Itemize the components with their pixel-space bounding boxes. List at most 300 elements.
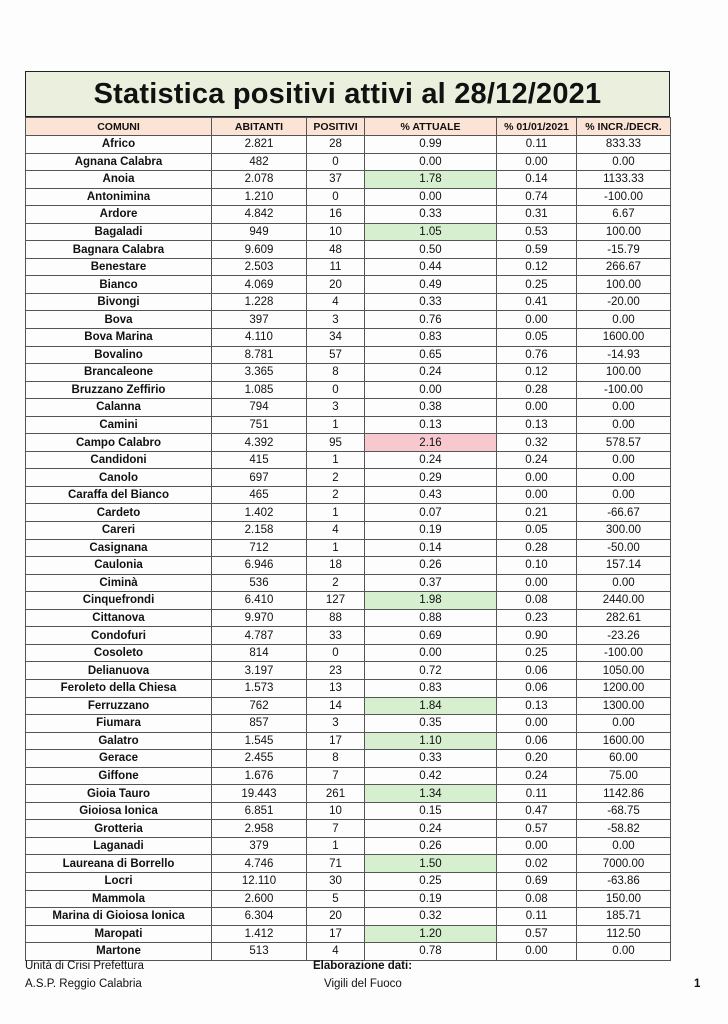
table-row: [26, 908, 671, 926]
cell-percent-2021: 0.06: [497, 662, 577, 680]
cell-attuale: 1.20: [365, 925, 497, 943]
cell-positivi: 0: [307, 188, 365, 206]
cell-incr-decr: 75.00: [577, 767, 671, 785]
cell-abitanti: 814: [212, 644, 307, 662]
cell-positivi: 4: [307, 522, 365, 540]
cell-positivi: 10: [307, 223, 365, 241]
table-row: [26, 416, 671, 434]
cell-percent-2021: 0.08: [497, 890, 577, 908]
cell-abitanti: 6.304: [212, 908, 307, 926]
cell-attuale: 1.98: [365, 592, 497, 610]
cell-attuale: 1.34: [365, 785, 497, 803]
table-row: [26, 662, 671, 680]
cell-incr-decr: 1600.00: [577, 329, 671, 347]
cell-abitanti: 513: [212, 943, 307, 961]
cell-positivi: 88: [307, 609, 365, 627]
cell-comune: Careri: [26, 522, 212, 540]
cell-incr-decr: 0.00: [577, 486, 671, 504]
cell-percent-2021: 0.47: [497, 802, 577, 820]
cell-abitanti: 1.210: [212, 188, 307, 206]
header-percent-2021: % 01/01/2021: [497, 118, 577, 136]
cell-positivi: 34: [307, 329, 365, 347]
cell-comune: Caraffa del Bianco: [26, 486, 212, 504]
cell-percent-2021: 0.12: [497, 258, 577, 276]
table-row: [26, 872, 671, 890]
cell-comune: Africo: [26, 136, 212, 154]
cell-positivi: 20: [307, 908, 365, 926]
table-row: [26, 311, 671, 329]
cell-attuale: 0.25: [365, 872, 497, 890]
table-row: [26, 890, 671, 908]
cell-abitanti: 6.410: [212, 592, 307, 610]
cell-percent-2021: 0.25: [497, 276, 577, 294]
cell-percent-2021: 0.06: [497, 679, 577, 697]
cell-percent-2021: 0.00: [497, 469, 577, 487]
cell-incr-decr: 578.57: [577, 434, 671, 452]
cell-positivi: 18: [307, 557, 365, 575]
footer-center-line1: Elaborazione dati:: [313, 960, 413, 972]
cell-abitanti: 762: [212, 697, 307, 715]
cell-percent-2021: 0.74: [497, 188, 577, 206]
table-row: [26, 364, 671, 382]
cell-abitanti: 3.197: [212, 662, 307, 680]
cell-positivi: 10: [307, 802, 365, 820]
cell-percent-2021: 0.90: [497, 627, 577, 645]
cell-percent-2021: 0.31: [497, 206, 577, 224]
table-row: [26, 381, 671, 399]
footer-center-line2: Vigili del Fuoco: [324, 978, 402, 990]
cell-attuale: 0.29: [365, 469, 497, 487]
cell-percent-2021: 0.02: [497, 855, 577, 873]
cell-comune: Bagaladi: [26, 223, 212, 241]
cell-attuale: 1.78: [365, 171, 497, 189]
cell-percent-2021: 0.57: [497, 820, 577, 838]
cell-comune: Cittanova: [26, 609, 212, 627]
table-row: [26, 171, 671, 189]
cell-comune: Bovalino: [26, 346, 212, 364]
header-incr-decr: % INCR./DECR.: [577, 118, 671, 136]
cell-attuale: 0.14: [365, 539, 497, 557]
cell-comune: Gioia Tauro: [26, 785, 212, 803]
header-positivi: POSITIVI: [307, 118, 365, 136]
table-row: [26, 153, 671, 171]
cell-attuale: 1.50: [365, 855, 497, 873]
cell-comune: Delianuova: [26, 662, 212, 680]
header-attuale: % ATTUALE: [365, 118, 497, 136]
cell-percent-2021: 0.00: [497, 715, 577, 733]
cell-positivi: 23: [307, 662, 365, 680]
cell-attuale: 0.44: [365, 258, 497, 276]
cell-positivi: 0: [307, 153, 365, 171]
cell-positivi: 30: [307, 872, 365, 890]
table-row: [26, 837, 671, 855]
cell-comune: Giffone: [26, 767, 212, 785]
cell-percent-2021: 0.08: [497, 592, 577, 610]
table-row: [26, 767, 671, 785]
cell-comune: Laganadi: [26, 837, 212, 855]
cell-incr-decr: 0.00: [577, 469, 671, 487]
table-row: [26, 136, 671, 154]
table-row: [26, 697, 671, 715]
cell-abitanti: 397: [212, 311, 307, 329]
table-row: [26, 188, 671, 206]
cell-percent-2021: 0.53: [497, 223, 577, 241]
cell-abitanti: 2.821: [212, 136, 307, 154]
cell-positivi: 3: [307, 311, 365, 329]
cell-incr-decr: 0.00: [577, 399, 671, 417]
table-row: [26, 820, 671, 838]
cell-percent-2021: 0.76: [497, 346, 577, 364]
cell-percent-2021: 0.23: [497, 609, 577, 627]
table-row: [26, 522, 671, 540]
table-row: [26, 732, 671, 750]
cell-attuale: 0.15: [365, 802, 497, 820]
cell-attuale: 0.83: [365, 679, 497, 697]
table-row: [26, 434, 671, 452]
cell-attuale: 0.33: [365, 750, 497, 768]
cell-comune: Camini: [26, 416, 212, 434]
cell-positivi: 1: [307, 539, 365, 557]
cell-attuale: 0.00: [365, 381, 497, 399]
table-row: [26, 679, 671, 697]
cell-comune: Cardeto: [26, 504, 212, 522]
cell-incr-decr: 0.00: [577, 715, 671, 733]
page-title: Statistica positivi attivi al 28/12/2021: [25, 71, 670, 117]
cell-comune: Bruzzano Zeffirio: [26, 381, 212, 399]
cell-comune: Ciminà: [26, 574, 212, 592]
cell-abitanti: 9.970: [212, 609, 307, 627]
cell-abitanti: 949: [212, 223, 307, 241]
cell-attuale: 0.78: [365, 943, 497, 961]
cell-comune: Locri: [26, 872, 212, 890]
table-row: [26, 399, 671, 417]
cell-positivi: 3: [307, 715, 365, 733]
cell-comune: Bova Marina: [26, 329, 212, 347]
cell-incr-decr: -63.86: [577, 872, 671, 890]
cell-abitanti: 12.110: [212, 872, 307, 890]
cell-incr-decr: -66.67: [577, 504, 671, 522]
cell-comune: Laureana di Borrello: [26, 855, 212, 873]
cell-percent-2021: 0.57: [497, 925, 577, 943]
cell-abitanti: 9.609: [212, 241, 307, 259]
cell-comune: Bagnara Calabra: [26, 241, 212, 259]
cell-percent-2021: 0.11: [497, 908, 577, 926]
table-row: [26, 750, 671, 768]
cell-incr-decr: 1200.00: [577, 679, 671, 697]
table-row: [26, 609, 671, 627]
cell-incr-decr: 1050.00: [577, 662, 671, 680]
cell-positivi: 1: [307, 504, 365, 522]
cell-incr-decr: -100.00: [577, 644, 671, 662]
table-row: [26, 329, 671, 347]
cell-positivi: 37: [307, 171, 365, 189]
cell-abitanti: 8.781: [212, 346, 307, 364]
cell-abitanti: 2.158: [212, 522, 307, 540]
table-row: [26, 785, 671, 803]
table-row: [26, 715, 671, 733]
cell-comune: Ferruzzano: [26, 697, 212, 715]
cell-incr-decr: -20.00: [577, 293, 671, 311]
cell-incr-decr: 60.00: [577, 750, 671, 768]
cell-attuale: 0.00: [365, 644, 497, 662]
cell-comune: Anoia: [26, 171, 212, 189]
cell-positivi: 95: [307, 434, 365, 452]
cell-percent-2021: 0.28: [497, 381, 577, 399]
cell-attuale: 0.65: [365, 346, 497, 364]
cell-percent-2021: 0.69: [497, 872, 577, 890]
cell-comune: Candidoni: [26, 451, 212, 469]
cell-positivi: 1: [307, 837, 365, 855]
table-row: [26, 486, 671, 504]
page-number: 1: [694, 978, 701, 990]
table-row: [26, 241, 671, 259]
cell-comune: Galatro: [26, 732, 212, 750]
cell-incr-decr: 6.67: [577, 206, 671, 224]
cell-positivi: 11: [307, 258, 365, 276]
table-row: [26, 855, 671, 873]
table-row: [26, 276, 671, 294]
table-row: [26, 451, 671, 469]
cell-incr-decr: -68.75: [577, 802, 671, 820]
cell-percent-2021: 0.00: [497, 311, 577, 329]
cell-percent-2021: 0.24: [497, 767, 577, 785]
cell-percent-2021: 0.06: [497, 732, 577, 750]
cell-attuale: 0.13: [365, 416, 497, 434]
cell-attuale: 1.05: [365, 223, 497, 241]
table-row: [26, 644, 671, 662]
cell-attuale: 0.49: [365, 276, 497, 294]
cell-incr-decr: 1133.33: [577, 171, 671, 189]
cell-comune: Benestare: [26, 258, 212, 276]
cell-percent-2021: 0.00: [497, 153, 577, 171]
cell-positivi: 0: [307, 381, 365, 399]
cell-incr-decr: 100.00: [577, 364, 671, 382]
cell-percent-2021: 0.20: [497, 750, 577, 768]
cell-positivi: 48: [307, 241, 365, 259]
cell-percent-2021: 0.41: [497, 293, 577, 311]
cell-percent-2021: 0.05: [497, 329, 577, 347]
cell-positivi: 4: [307, 943, 365, 961]
cell-attuale: 0.35: [365, 715, 497, 733]
cell-comune: Cosoleto: [26, 644, 212, 662]
cell-incr-decr: -100.00: [577, 188, 671, 206]
cell-abitanti: 1.402: [212, 504, 307, 522]
cell-comune: Bianco: [26, 276, 212, 294]
cell-comune: Antonimina: [26, 188, 212, 206]
cell-attuale: 0.76: [365, 311, 497, 329]
cell-abitanti: 4.110: [212, 329, 307, 347]
cell-percent-2021: 0.05: [497, 522, 577, 540]
cell-positivi: 1: [307, 416, 365, 434]
cell-percent-2021: 0.14: [497, 171, 577, 189]
cell-incr-decr: -50.00: [577, 539, 671, 557]
cell-attuale: 0.24: [365, 451, 497, 469]
cell-positivi: 13: [307, 679, 365, 697]
table-row: [26, 504, 671, 522]
cell-incr-decr: 0.00: [577, 416, 671, 434]
cell-percent-2021: 0.00: [497, 943, 577, 961]
cell-abitanti: 3.365: [212, 364, 307, 382]
cell-positivi: 5: [307, 890, 365, 908]
cell-positivi: 7: [307, 767, 365, 785]
cell-abitanti: 4.787: [212, 627, 307, 645]
cell-percent-2021: 0.00: [497, 574, 577, 592]
cell-incr-decr: 833.33: [577, 136, 671, 154]
cell-positivi: 33: [307, 627, 365, 645]
cell-attuale: 0.33: [365, 293, 497, 311]
cell-abitanti: 2.600: [212, 890, 307, 908]
cell-percent-2021: 0.21: [497, 504, 577, 522]
cell-percent-2021: 0.12: [497, 364, 577, 382]
cell-incr-decr: -23.26: [577, 627, 671, 645]
table-body: [26, 136, 671, 961]
cell-comune: Campo Calabro: [26, 434, 212, 452]
cell-attuale: 0.42: [365, 767, 497, 785]
table-row: [26, 925, 671, 943]
cell-incr-decr: -58.82: [577, 820, 671, 838]
cell-abitanti: 4.069: [212, 276, 307, 294]
cell-incr-decr: -15.79: [577, 241, 671, 259]
cell-percent-2021: 0.11: [497, 136, 577, 154]
cell-positivi: 17: [307, 925, 365, 943]
cell-comune: Canolo: [26, 469, 212, 487]
cell-percent-2021: 0.13: [497, 697, 577, 715]
header-comuni: COMUNI: [26, 118, 212, 136]
cell-incr-decr: 1300.00: [577, 697, 671, 715]
cell-abitanti: 415: [212, 451, 307, 469]
cell-attuale: 0.50: [365, 241, 497, 259]
cell-percent-2021: 0.13: [497, 416, 577, 434]
cell-abitanti: 536: [212, 574, 307, 592]
cell-percent-2021: 0.00: [497, 837, 577, 855]
cell-incr-decr: 266.67: [577, 258, 671, 276]
cell-incr-decr: 282.61: [577, 609, 671, 627]
cell-attuale: 0.33: [365, 206, 497, 224]
cell-percent-2021: 0.25: [497, 644, 577, 662]
cell-incr-decr: 185.71: [577, 908, 671, 926]
cell-positivi: 14: [307, 697, 365, 715]
cell-positivi: 71: [307, 855, 365, 873]
cell-comune: Martone: [26, 943, 212, 961]
table-header-row: [26, 118, 671, 136]
cell-comune: Fiumara: [26, 715, 212, 733]
cell-abitanti: 2.958: [212, 820, 307, 838]
cell-comune: Grotteria: [26, 820, 212, 838]
table-row: [26, 539, 671, 557]
cell-positivi: 3: [307, 399, 365, 417]
table-row: [26, 293, 671, 311]
cell-positivi: 20: [307, 276, 365, 294]
cell-incr-decr: 7000.00: [577, 855, 671, 873]
cell-abitanti: 712: [212, 539, 307, 557]
cell-positivi: 2: [307, 469, 365, 487]
cell-abitanti: 1.228: [212, 293, 307, 311]
cell-abitanti: 4.746: [212, 855, 307, 873]
cell-incr-decr: 0.00: [577, 574, 671, 592]
cell-incr-decr: 100.00: [577, 223, 671, 241]
cell-abitanti: 465: [212, 486, 307, 504]
cell-incr-decr: 0.00: [577, 153, 671, 171]
cell-comune: Marina di Gioiosa Ionica: [26, 908, 212, 926]
cell-attuale: 0.07: [365, 504, 497, 522]
cell-comune: Bova: [26, 311, 212, 329]
cell-abitanti: 379: [212, 837, 307, 855]
cell-percent-2021: 0.24: [497, 451, 577, 469]
cell-percent-2021: 0.00: [497, 399, 577, 417]
footer-left-line1: Unità di Crisi Prefettura: [25, 960, 144, 972]
cell-abitanti: 1.676: [212, 767, 307, 785]
table-row: [26, 206, 671, 224]
cell-abitanti: 19.443: [212, 785, 307, 803]
cell-incr-decr: 1142.86: [577, 785, 671, 803]
table-row: [26, 346, 671, 364]
cell-attuale: 0.99: [365, 136, 497, 154]
cell-attuale: 1.10: [365, 732, 497, 750]
cell-abitanti: 751: [212, 416, 307, 434]
statistics-table: [25, 117, 671, 961]
cell-attuale: 1.84: [365, 697, 497, 715]
cell-attuale: 0.24: [365, 364, 497, 382]
cell-abitanti: 2.078: [212, 171, 307, 189]
cell-comune: Condofuri: [26, 627, 212, 645]
cell-positivi: 0: [307, 644, 365, 662]
table-row: [26, 802, 671, 820]
cell-percent-2021: 0.11: [497, 785, 577, 803]
cell-incr-decr: 150.00: [577, 890, 671, 908]
table-row: [26, 223, 671, 241]
cell-incr-decr: 0.00: [577, 311, 671, 329]
cell-comune: Gerace: [26, 750, 212, 768]
cell-comune: Caulonia: [26, 557, 212, 575]
cell-comune: Cinquefrondi: [26, 592, 212, 610]
cell-positivi: 2: [307, 574, 365, 592]
cell-comune: Brancaleone: [26, 364, 212, 382]
cell-abitanti: 4.392: [212, 434, 307, 452]
cell-incr-decr: 0.00: [577, 451, 671, 469]
cell-percent-2021: 0.00: [497, 486, 577, 504]
cell-attuale: 0.00: [365, 188, 497, 206]
cell-abitanti: 2.455: [212, 750, 307, 768]
cell-attuale: 0.83: [365, 329, 497, 347]
cell-comune: Casignana: [26, 539, 212, 557]
cell-percent-2021: 0.10: [497, 557, 577, 575]
cell-positivi: 127: [307, 592, 365, 610]
table-row: [26, 592, 671, 610]
cell-percent-2021: 0.59: [497, 241, 577, 259]
cell-incr-decr: 0.00: [577, 837, 671, 855]
cell-abitanti: 1.573: [212, 679, 307, 697]
header-abitanti: ABITANTI: [212, 118, 307, 136]
cell-attuale: 0.38: [365, 399, 497, 417]
cell-positivi: 7: [307, 820, 365, 838]
cell-incr-decr: 112.50: [577, 925, 671, 943]
cell-comune: Maropati: [26, 925, 212, 943]
cell-positivi: 28: [307, 136, 365, 154]
cell-incr-decr: -14.93: [577, 346, 671, 364]
table-row: [26, 943, 671, 961]
cell-incr-decr: 2440.00: [577, 592, 671, 610]
cell-attuale: 0.00: [365, 153, 497, 171]
cell-comune: Agnana Calabra: [26, 153, 212, 171]
cell-comune: Ardore: [26, 206, 212, 224]
cell-positivi: 261: [307, 785, 365, 803]
table-row: [26, 557, 671, 575]
table-row: [26, 627, 671, 645]
cell-positivi: 57: [307, 346, 365, 364]
cell-abitanti: 1.085: [212, 381, 307, 399]
cell-attuale: 0.37: [365, 574, 497, 592]
cell-abitanti: 857: [212, 715, 307, 733]
